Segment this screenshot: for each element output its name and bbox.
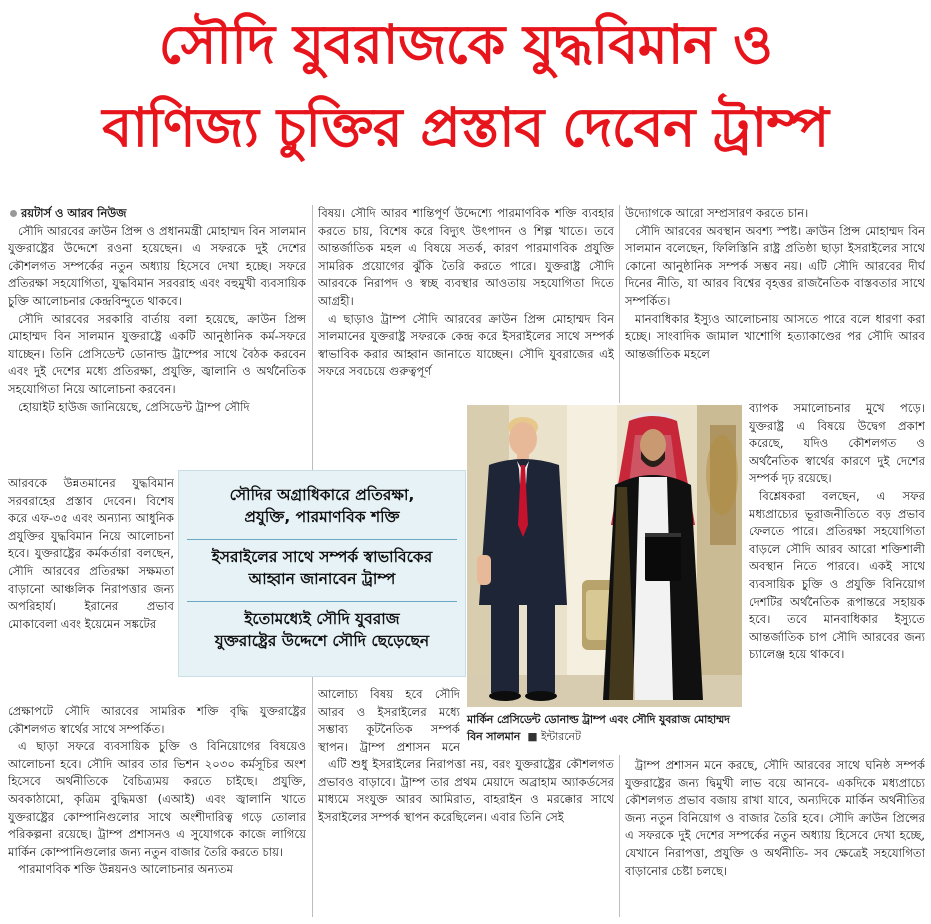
paragraph: সৌদি আরবের সরকারি বার্তায় বলা হয়েছে, ক্রাউন প্রিন্স মোহাম্মদ বিন সালমান যুক্তরাষ্ট্রে একটি আনুষ্ঠানিক কর্ম-সফরে যাচ্ছেন। তিনি প্রেসিডেন্ট ডোনাল্ড ট্রাম্পের সাথে বৈঠক করবেন এবং দুই দেশের মধ্যে প্রতিরক্ষা, প্রযুক্তি, জ্বালানি ও অর্থনৈতিক সহযোগিতা নিয়ে আলোচনা করবেন। — [8, 311, 306, 396]
highlight-1-line-2: প্রযুক্তি, পারমাণবিক শক্তি — [244, 508, 400, 526]
paragraph: এ ছাড়াও ট্রাম্প সৌদি আরবের ক্রাউন প্রিন্স মোহাম্মদ বিন সালমানের যুক্তরাষ্ট্র সফরকে কেন্দ্র করে ইসরাইলের সাথে সম্পর্ক স্বাভাবিক করার আহ্বান জানাতে যাচ্ছেন। সৌদি যুবরাজের এই সফরে সবচেয়ে গুরুত্বপূর্ণ — [318, 311, 614, 379]
highlight-3-line-2: যুক্তরাষ্ট্রের উদ্দেশে সৌদি ছেড়েছেন — [214, 632, 430, 650]
photo-illustration — [467, 405, 742, 707]
paragraph: সৌদি আরবের ক্রাউন প্রিন্স ও প্রধানমন্ত্রী মোহাম্মদ বিন সালমান যুক্তরাষ্ট্রের উদ্দেশে রওনা হয়েছেন। এ সফরকে দুই দেশের কৌশলগত সম্পর্কের নতুন অধ্যায় হিসেবে দেখা হচ্ছে। সফরে প্রতিরক্ষা সহযোগিতা, যুদ্ধবিমান সরবরাহ এবং বহুমুখী ব্যবসায়িক চুক্তি আলোচনার কেন্দ্রবিন্দুতে থাকবে। — [8, 223, 306, 308]
paragraph: ট্রাম্প প্রশাসন মনে করছে, সৌদি আরবের সাথে ঘনিষ্ঠ সম্পর্ক যুক্তরাষ্ট্রের জন্য দ্বিমুখী লাভ বয়ে আনবে- একদিকে মধ্যপ্রাচ্যে কৌশলগত প্রভাব বজায় রাখা যাবে, অন্যদিকে মার্কিন অর্থনীতির জন্য নতুন বিনিয়োগ ও বাজার তৈরি হবে। সৌদি ক্রাউন প্রিন্সের এ সফরকে দুই দেশের সম্পর্কের নতুন অধ্যায় হিসেবে দেখা হচ্ছে, যেখানে নিরাপত্তা, প্রযুক্তি ও অর্থনীতি- সব ক্ষেত্রেই সহযোগিতা বাড়ানোর চেষ্টা চলছে। — [625, 758, 925, 878]
paragraph: বিষয়। সৌদি আরব শান্তিপূর্ণ উদ্দেশ্যে পারমাণবিক শক্তি ব্যবহার করতে চায়, বিশেষ করে বিদ্যুৎ উৎপাদন ও শিল্প খাতে। তবে আন্তর্জাতিক মহল এ বিষয়ে সতর্ক, কারণ পারমাণবিক প্রযুক্তি সামরিক প্রয়োগের ঝুঁকি তৈরি করতে পারে। যুক্তরাষ্ট্র সৌদি আরবকে নিরাপদ ও স্বচ্ছ ব্যবস্থার আওতায় সহযোগিতা দিতে আগ্রহী। — [318, 206, 614, 308]
article-column-3-bottom — [625, 757, 925, 917]
highlight-2-line-2: আহ্বান জানাবেন ট্রাম্প — [248, 570, 396, 588]
paragraph: এটি শুধু ইসরাইলের নিরাপত্তা নয়, বরং যুক্তরাষ্ট্রের কৌশলগত প্রভাবও বাড়াবে। ট্রাম্প তার প্রথম মেয়াদে অব্রাহাম অ্যাকর্ডসের মাধ্যমে সংযুক্ত আরব আমিরাত, বাহরাইন ও মরক্কোর সাথে ইসরাইলের সম্পর্ক স্থাপন করেছিলেন। এবার তিনি সেই — [318, 757, 614, 824]
article-column-2-bottom-wide — [318, 756, 614, 917]
paragraph: এ ছাড়া সফরে ব্যবসায়িক চুক্তি ও বিনিয়োগের বিষয়েও আলোচনা হবে। সৌদি আরব তার ভিশন ২০৩০ কর্মসূচির অংশ হিসেবে অর্থনীতিকে বৈচিত্র্যময় করতে চাইছে। প্রযুক্তি, অবকাঠামো, কৃত্রিম বুদ্ধিমত্তা (এআই) এবং জ্বালানি খাতে যুক্তরাষ্ট্রের কোম্পানিগুলোর সাথে অংশীদারিত্ব গড়ে তোলার পরিকল্পনা রয়েছে। ট্রাম্প প্রশাসনও এ সুযোগকে কাজে লাগিয়ে মার্কিন কোম্পানিগুলোর জন্য নতুন বাজার তৈরি করতে চায়। — [8, 739, 306, 859]
highlight-2-line-1: ইসরাইলের সাথে সম্পর্ক স্বাভাবিকের — [211, 548, 433, 566]
paragraph: মানবাধিকার ইস্যুও আলোচনায় আসতে পারে বলে ধারণা করা হচ্ছে। সাংবাদিক জামাল খাশোগি হত্যাকাণ্ডের পর সৌদি আরব আন্তর্জাতিক মহলে — [625, 311, 925, 361]
article-column-2-top — [318, 205, 614, 401]
paragraph: আলোচ্য বিষয় হবে সৌদি আরব ও ইসরাইলের মধ্যে সম্ভাব্য কূটনৈতিক সম্পর্ক স্থাপন। ট্রাম্প প্রশাসন মনে — [318, 687, 460, 754]
article-column-3-top — [625, 205, 925, 400]
paragraph: আরবকে উন্নতমানের যুদ্ধবিমান সরবরাহের প্রস্তাব দেবেন। বিশেষ করে এফ-৩৫ এবং অন্যান্য আধুনিক প্রযুক্তির যুদ্ধবিমান নিয়ে আলোচনা হবে। যুক্তরাষ্ট্রের কর্মকর্তারা বলছেন, সৌদি আরবের প্রতিরক্ষা সক্ষমতা বাড়ানো আঞ্চলিক নিরাপত্তার জন্য অপরিহার্য। ইরানের প্রভাব মোকাবেলা এবং ইয়েমেন সঙ্কটের — [8, 476, 174, 631]
headline-line-1: সৌদি যুবরাজকে যুদ্ধবিমান ও — [158, 13, 773, 76]
article-column-1-narrow — [8, 475, 174, 703]
caption-text: মার্কিন প্রেসিডেন্ট ডোনাল্ড ট্রাম্প এবং সৌদি যুবরাজ মোহাম্মদ বিন সালমান — [467, 713, 730, 743]
highlight-1-line-1: সৌদির অগ্রাধিকারে প্রতিরক্ষা, — [229, 486, 415, 504]
paragraph: উদ্যোগকে আরো সম্প্রসারণ করতে চান। — [625, 206, 809, 220]
column-divider — [619, 755, 620, 917]
paragraph: সৌদি আরবের অবস্থান অবশ্য স্পষ্ট। ক্রাউন প্রিন্স মোহাম্মদ বিন সালমান বলেছেন, ফিলিস্তিনি রাষ্ট্র প্রতিষ্ঠা ছাড়া ইসরাইলের সাথে কোনো আনুষ্ঠানিক সম্পর্ক সম্ভব নয়। এটি সৌদি আরবের দীর্ঘ দিনের নীতি, যা আরব বিশ্বের বৃহত্তর রাজনৈতিক বাস্তবতার সাথে সম্পর্কিত। — [625, 223, 925, 308]
highlight-3-line-1: ইতোমধ্যেই সৌদি যুবরাজ — [244, 610, 400, 628]
bullet-icon — [10, 210, 17, 217]
column-divider — [619, 205, 620, 403]
photo-source: ■ ইন্টারনেট — [523, 730, 581, 743]
photo-caption — [467, 711, 742, 745]
article-column-1-top — [8, 205, 306, 475]
paragraph: হোয়াইট হাউজ জানিয়েছে, প্রেসিডেন্ট ট্রাম্প সৌদি — [18, 399, 250, 414]
highlight-divider — [187, 601, 457, 602]
byline: রয়টার্স ও আরব নিউজ — [8, 205, 306, 223]
article-column-1-bottom — [8, 703, 306, 917]
paragraph: পারমাণবিক শক্তি উন্নয়নও আলোচনার অন্যতম — [18, 862, 233, 877]
paragraph: প্রেক্ষাপটে সৌদি আরবের সামরিক শক্তি বৃদ্ধি যুক্তরাষ্ট্রের কৌশলগত স্বার্থের সাথে সম্পর্কিত। — [8, 704, 306, 736]
article-column-2-bottom — [318, 686, 460, 756]
paragraph: ব্যাপক সমালোচনার মুখে পড়ে। যুক্তরাষ্ট্র এ বিষয়ে উদ্বেগ প্রকাশ করেছে, যদিও কৌশলগত ও অর্থনৈতিক স্বার্থের কারণে দুই দেশের সম্পর্ক দৃঢ় রয়েছে। — [749, 401, 925, 486]
news-photo — [467, 405, 742, 707]
article-column-3-narrow — [749, 400, 925, 755]
highlights-box — [178, 470, 466, 677]
highlight-divider — [187, 539, 457, 540]
paragraph: বিশ্লেষকরা বলছেন, এ সফর মধ্যপ্রাচ্যের ভূরাজনীতিতে বড় প্রভাব ফেলতে পারে। প্রতিরক্ষা সহযোগিতা বাড়লে সৌদি আরব আরো শক্তিশালী অবস্থান নিতে পারবে। একই সাথে ব্যবসায়িক চুক্তি ও প্রযুক্তি বিনিয়োগ দেশটির অর্থনৈতিক রূপান্তরে সহায়ক হবে। তবে মানবাধিকার ইস্যুতে আন্তর্জাতিক চাপ সৌদি আরবের জন্য চ্যালেঞ্জ হয়ে থাকবে। — [749, 488, 925, 662]
headline-line-2: বাণিজ্য চুক্তির প্রস্তাব দেবেন ট্রাম্প — [102, 96, 829, 159]
